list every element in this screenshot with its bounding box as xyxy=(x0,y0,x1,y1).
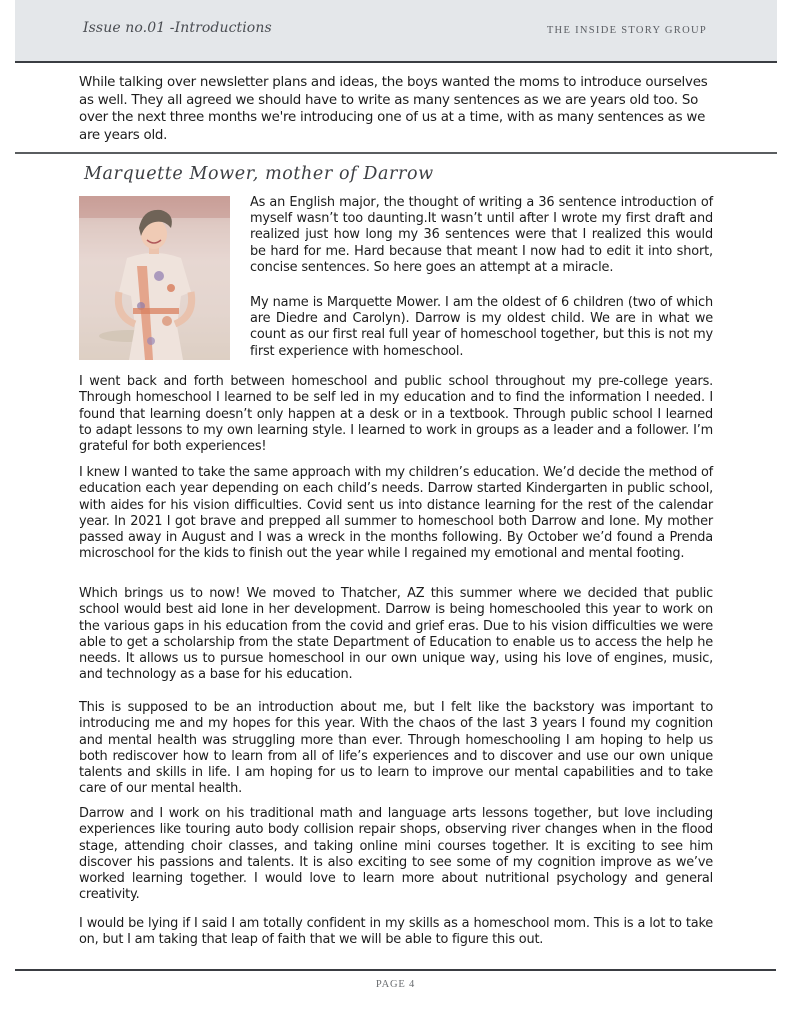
article-paragraph: Darrow and I work on his traditional math and language arts lessons together, but love including experiences like touring auto body collision repair shops, observing river changes when in the flood stage, attending choir classes, and taking online mini courses together. It is exciting to see him discover his passions and talents. It is also exciting to see some of my cognition improve as we’ve worked learning together. I would love to learn more about nutritional psychology and general creativity. xyxy=(79,806,713,903)
article-paragraph: I would be lying if I said I am totally confident in my skills as a homeschool mom. This is a lot to take on, but I am taking that leap of faith that we will be able to figure this out. xyxy=(79,916,713,948)
article-paragraph: My name is Marquette Mower. I am the oldest of 6 children (two of which are Diedre and Carolyn). Darrow is my oldest child. We are in what we count as our first real full year of homeschool together, but this is not my first experience with homeschool. xyxy=(250,295,713,359)
group-name: THE INSIDE STORY GROUP xyxy=(546,25,707,36)
article-paragraph: I went back and forth between homeschool and public school throughout my pre-college years. Through homeschool I learned to be self led in my education and to find the information I needed. I found that learning doesn’t only happen at a desk or in a textbook. Through public school I learned to adapt lessons to my own learning style. I learned to work in groups as a leader and a follower. I’m grateful for both experiences! xyxy=(79,374,713,455)
author-photo xyxy=(79,196,230,360)
page-header xyxy=(15,0,777,63)
article-paragraph: As an English major, the thought of writing a 36 sentence introduction of myself wasn’t too daunting.It wasn’t until after I wrote my first draft and realized just how long my 36 sentences were that I realized this would be hard for me. Hard because that meant I now had to edit it into short, concise sentences. So here goes an attempt at a miracle. xyxy=(250,195,713,275)
article-paragraph: This is supposed to be an introduction about me, but I felt like the backstory was important to introducing me and my hopes for this year. With the chaos of the last 3 years I found my cognition and mental health was struggling more than ever. Through homeschooling I am hoping to help us both rediscover how to learn from all of life’s experiences and to discover and use our own unique talents and skills in life. I am hoping for us to learn to improve our mental capabilities and to take care of our mental health. xyxy=(79,700,713,797)
article-paragraph: Which brings us to now! We moved to Thatcher, AZ this summer where we decided that public school would best aid Ione in her development. Darrow is being homeschooled this year to work on the various gaps in his education from the covid and grief eras. Due to his vision difficulties we were able to get a scholarship from the state Department of Education to enable us to access the help he needs. It allows us to pursue homeschool in our own unique way, using his love of engines, music, and technology as a base for his education. xyxy=(79,586,713,683)
issue-title: Issue no.01 -Introductions xyxy=(83,20,272,36)
footer-divider xyxy=(15,969,776,971)
portrait-image xyxy=(79,196,230,360)
page-number: PAGE 4 xyxy=(375,979,416,990)
intro-paragraph: While talking over newsletter plans and ideas, the boys wanted the moms to introduce ourselves as well. They all agreed we should have to write as many sentences as we are years old too. So over the next three months we're introducing one of us at a time, with as many sentences as we are years old. xyxy=(79,75,708,143)
article-heading: Marquette Mower, mother of Darrow xyxy=(84,164,434,184)
article-paragraph: I knew I wanted to take the same approach with my children’s education. We’d decide the method of education each year depending on each child’s needs. Darrow started Kindergarten in public school, with aides for his vision difficulties. Covid sent us into distance learning for the rest of the calendar year. In 2021 I got brave and prepped all summer to homeschool both Darrow and Ione. My mother passed away in August and I was a wreck in the months following. By October we’d found a Prenda microschool for the kids to finish out the year while I regained my emotional and mental footing. xyxy=(79,465,713,562)
section-divider xyxy=(15,152,777,154)
